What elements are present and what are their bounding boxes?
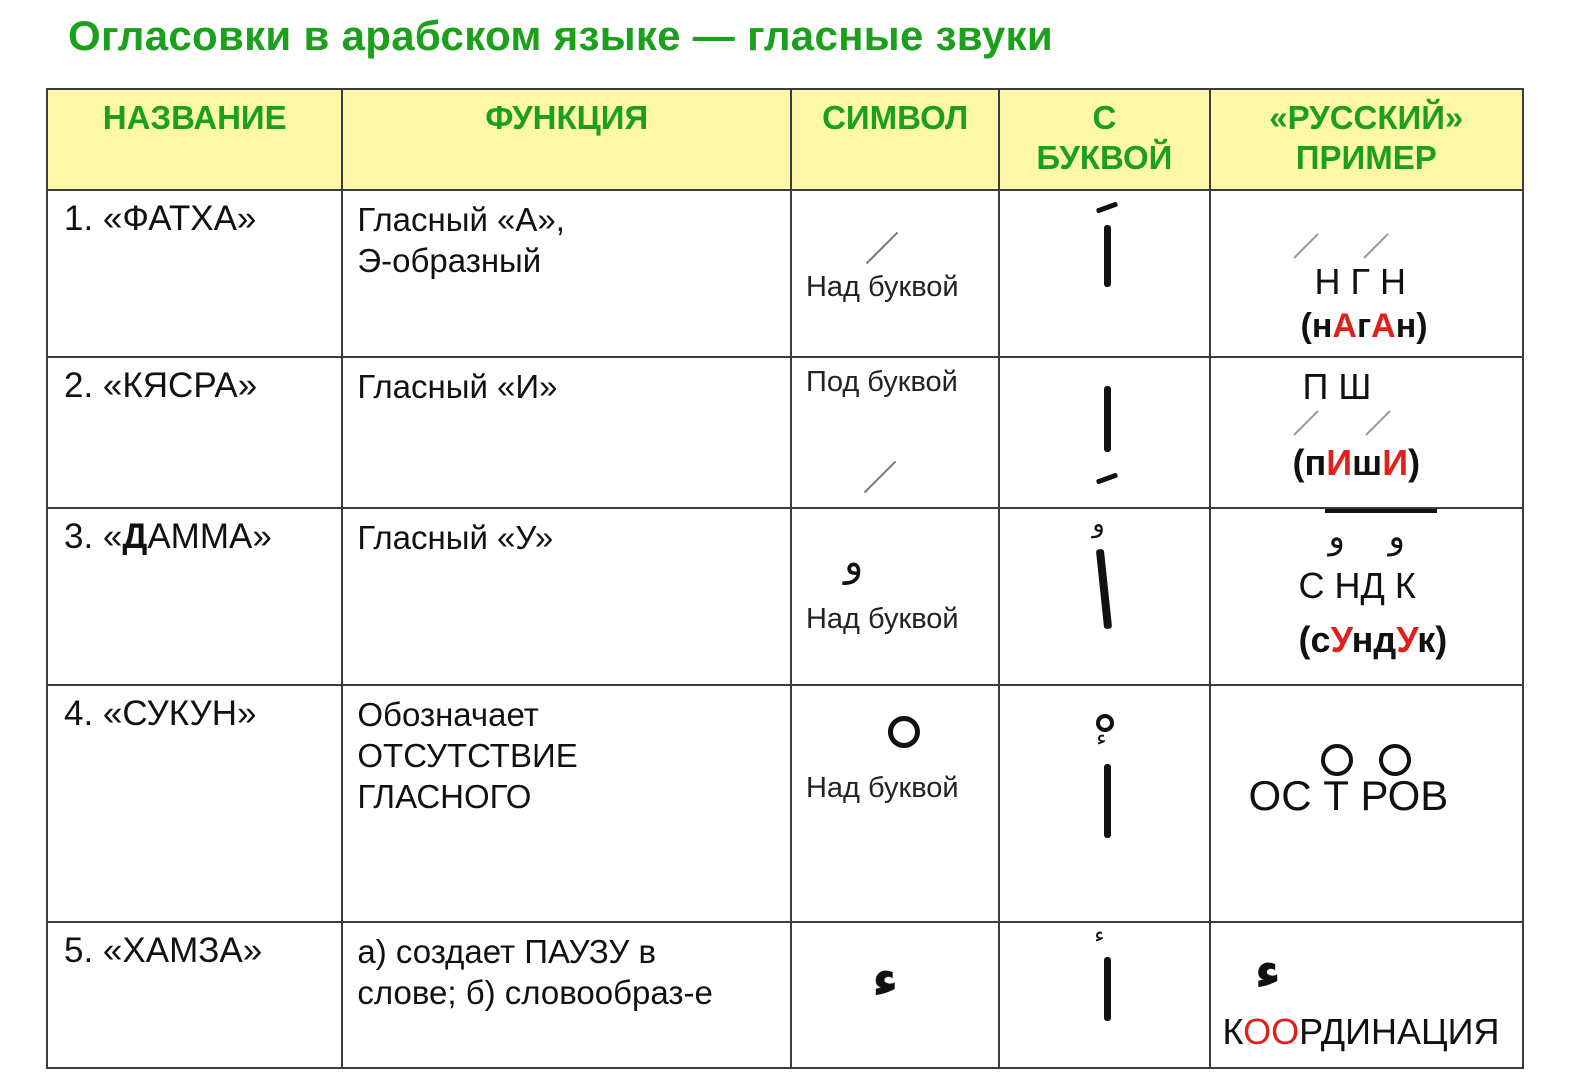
table-row	[47, 508, 1523, 685]
vowel-number: 4. «	[64, 694, 123, 733]
example-part: К	[1222, 1011, 1244, 1052]
letter-with-mark	[999, 922, 1209, 1068]
vowel-name-close: »	[236, 199, 257, 238]
symbol-position-text: Над буквой	[805, 603, 959, 635]
example-vowel: У	[1330, 619, 1352, 660]
example-paren: )	[1416, 307, 1428, 345]
vowel-function	[342, 922, 791, 1068]
russian-example	[1210, 685, 1523, 922]
function-line: Обозначает	[357, 696, 539, 733]
example-letters: П Ш	[1302, 366, 1372, 407]
vowel-name-close: »	[252, 517, 272, 556]
vowel-function	[342, 685, 791, 922]
letter-with-mark	[999, 508, 1209, 685]
vowel-function	[342, 190, 791, 357]
overline-decoration	[1325, 509, 1437, 513]
vowel-name	[47, 357, 342, 508]
table-row	[47, 190, 1523, 357]
example-vowel: У	[1396, 619, 1418, 660]
header-row	[47, 89, 1523, 190]
example-paren: (	[1298, 619, 1311, 660]
letter-with-mark	[999, 685, 1209, 922]
example-part: нд	[1351, 619, 1397, 660]
letter-with-mark	[999, 190, 1209, 357]
fatha-stroke-icon	[1363, 233, 1388, 258]
kasra-stroke-icon	[864, 461, 897, 494]
header-symbol: СИМВОЛ	[791, 89, 999, 190]
letter-with-mark	[999, 357, 1209, 508]
header-name: НАЗВАНИЕ	[47, 89, 342, 190]
hamza-mark-icon: ء	[1096, 726, 1107, 751]
function-line: Э-образный	[357, 242, 542, 279]
hamza-mark-icon: ء	[1094, 923, 1105, 948]
kasra-stroke-icon	[1365, 410, 1390, 435]
function-line: Гласный «И»	[357, 368, 558, 405]
header-example-line1: «РУССКИЙ»	[1269, 99, 1464, 136]
header-example-line2: ПРИМЕР	[1295, 139, 1437, 176]
table-row	[47, 685, 1523, 922]
damma-icon: و	[1388, 517, 1405, 557]
example-word	[1301, 307, 1428, 346]
vowel-function	[342, 357, 791, 508]
alif-icon	[1104, 764, 1111, 838]
vowel-number: 1. «	[64, 199, 123, 238]
russian-example	[1210, 190, 1523, 357]
hamza-icon: ء	[1254, 941, 1282, 1001]
function-line: Гласный «А»,	[357, 201, 565, 238]
example-vowel: И	[1326, 442, 1353, 483]
alif-icon	[1096, 549, 1112, 629]
example-letters: ОС Т РОВ	[1248, 772, 1449, 819]
vowel-symbol	[791, 508, 999, 685]
vowel-name-close: »	[242, 931, 263, 970]
vowel-number: 5. «	[64, 931, 123, 970]
vowel-name-text: КЯСРА	[122, 366, 238, 405]
alif-icon	[1104, 957, 1111, 1021]
vowel-name-bold: Д	[122, 517, 148, 556]
hamza-icon: ء	[871, 949, 899, 1009]
example-vowel: И	[1382, 442, 1409, 483]
table-row	[47, 922, 1523, 1068]
kasra-stroke-icon	[1293, 410, 1318, 435]
kasra-mark-icon	[1096, 472, 1118, 484]
example-paren: (	[1292, 442, 1305, 483]
example-part: РДИНАЦИЯ	[1299, 1011, 1500, 1052]
russian-example	[1210, 922, 1523, 1068]
vowel-symbol	[791, 922, 999, 1068]
example-paren: (	[1300, 307, 1312, 345]
vowel-symbol	[791, 357, 999, 508]
example-paren: )	[1435, 619, 1448, 660]
damma-icon: و	[843, 539, 864, 585]
table-row	[47, 357, 1523, 508]
vowel-name	[47, 190, 342, 357]
fatha-stroke-icon	[1293, 233, 1318, 258]
example-part: п	[1304, 442, 1327, 483]
function-line: ГЛАСНОГО	[357, 778, 532, 815]
vowel-name-text: ХАМЗА	[122, 931, 243, 970]
symbol-position-text: Над буквой	[805, 271, 959, 303]
example-paren: )	[1408, 442, 1421, 483]
example-part: с	[1310, 619, 1331, 660]
alif-icon	[1104, 225, 1111, 287]
symbol-position-text: Над буквой	[805, 772, 959, 804]
russian-example	[1210, 508, 1523, 685]
function-line: слове; б) словообраз-е	[357, 974, 713, 1011]
vowel-symbol	[791, 685, 999, 922]
vowel-name-text: СУКУН	[122, 694, 238, 733]
example-letters: С НД К	[1298, 565, 1416, 606]
damma-icon: و	[1328, 517, 1345, 557]
example-word	[1293, 442, 1421, 484]
example-vowel: А	[1332, 307, 1357, 345]
function-line: ОТСУТСТВИЕ	[357, 737, 578, 774]
example-part: н	[1395, 307, 1417, 345]
page-title: Огласовки в арабском языке — гласные звуки	[68, 12, 1053, 59]
function-line: а) создает ПАУЗУ в	[357, 933, 657, 970]
example-word	[1299, 619, 1448, 661]
vowel-number: 2. «	[64, 366, 123, 405]
example-part: г	[1356, 307, 1372, 345]
vowel-symbol	[791, 190, 999, 357]
vowel-name	[47, 922, 342, 1068]
example-vowel: А	[1371, 307, 1396, 345]
symbol-position-text: Под буквой	[805, 366, 958, 398]
example-part: к	[1417, 619, 1436, 660]
header-function: ФУНКЦИЯ	[342, 89, 791, 190]
header-with-letter-line2: БУКВОЙ	[1036, 139, 1173, 176]
vowel-function	[342, 508, 791, 685]
vowel-name-text: АММА	[147, 517, 253, 556]
vowel-number: 3. «	[64, 517, 123, 556]
example-word	[1223, 1011, 1500, 1053]
example-letters: Н Г Н	[1314, 261, 1407, 302]
header-example	[1210, 89, 1523, 190]
vowel-name-close: »	[237, 694, 257, 733]
header-with-letter-line1: С	[1092, 99, 1117, 136]
russian-example	[1210, 357, 1523, 508]
fatha-stroke-icon	[866, 232, 899, 265]
vowel-name	[47, 685, 342, 922]
function-line: Гласный «У»	[357, 519, 554, 556]
example-part: н	[1311, 307, 1333, 345]
alif-icon	[1104, 386, 1111, 452]
example-vowel: ОО	[1243, 1011, 1300, 1052]
fatha-mark-icon	[1096, 201, 1118, 213]
header-with-letter	[999, 89, 1209, 190]
example-part: ш	[1352, 442, 1383, 483]
vowels-table	[46, 88, 1524, 1069]
vowel-name	[47, 508, 342, 685]
sukun-icon	[888, 716, 920, 748]
damma-mark-icon: و	[1092, 509, 1105, 539]
vowel-name-text: ФАТХА	[122, 199, 237, 238]
vowel-name-close: »	[237, 366, 258, 405]
